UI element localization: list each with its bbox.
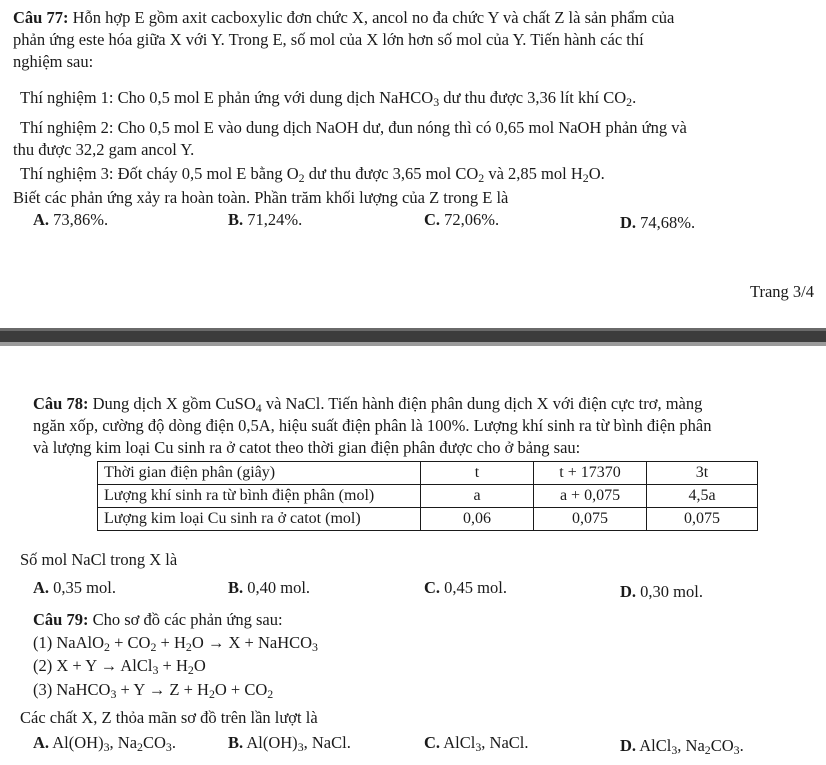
table-cell: a + 0,075 — [534, 485, 647, 508]
table-cell: a — [421, 485, 534, 508]
table-cell: 0,075 — [647, 508, 758, 531]
table-cell: Thời gian điện phân (giây) — [98, 462, 421, 485]
q79-option-b[interactable]: B. $Al(OH)_3$, NaCl. — [228, 733, 351, 754]
page-separator-shadow — [0, 342, 826, 346]
q79-number: Câu 79: — [33, 610, 89, 629]
q77-line-1: Câu 77: Hỗn hợp E gồm axit cacboxylic đơn chức X, ancol no đa chức Y và chất Z là sản phẩm của — [13, 8, 675, 27]
table-cell: 0,075 — [534, 508, 647, 531]
q77-option-a[interactable]: A. 73,86%. — [33, 210, 109, 229]
q78-line-2: ngăn xốp, cường độ dòng điện 0,5A, hiệu suất điện phân là 100%. Lượng khí sinh ra từ bình điện phân — [33, 416, 712, 435]
table-cell: Lượng kim loại Cu sinh ra ở catot (mol) — [98, 508, 421, 531]
q79-option-a[interactable]: A. $Al(OH)_3$, $Na_2CO_3$. — [33, 733, 176, 754]
q77-experiment-2-cont: thu được 32,2 gam ancol Y. — [13, 140, 195, 159]
q78-line-1: Câu 78: Dung dịch X gồm CuSO$_4$ và NaCl. Tiến hành điện phân dung dịch X với điện cực trơ, màng — [33, 394, 703, 415]
q79-question: Các chất X, Z thỏa mãn sơ đồ trên lần lượt là — [20, 708, 318, 727]
page-number: Trang 3/4 — [749, 282, 814, 301]
table-row — [98, 462, 758, 485]
q77-experiment-1: Thí nghiệm 1: Cho 0,5 mol E phản ứng với dung dịch NaHCO$_3$ dư thu được 3,36 lít khí $CO_2$. — [20, 88, 637, 109]
q77-option-c[interactable]: C. 72,06%. — [424, 210, 500, 229]
page-separator — [0, 328, 826, 342]
q78-question: Số mol NaCl trong X là — [20, 550, 178, 569]
q77-experiment-3: Thí nghiệm 3: Đốt cháy 0,5 mol E bằng $O_2$ dư thu được 3,65 mol $CO_2$ và 2,85 mol $H_2O$. — [20, 164, 605, 185]
table-cell: 0,06 — [421, 508, 534, 531]
q77-option-b[interactable]: B. 71,24%. — [228, 210, 303, 229]
q77-line-3: nghiệm sau: — [13, 52, 94, 71]
table-cell: 4,5a — [647, 485, 758, 508]
q77-question: Biết các phản ứng xảy ra hoàn toàn. Phần trăm khối lượng của Z trong E là — [13, 188, 509, 207]
q79-reaction-3: (3) NaHCO$_3$ + $Y \to Z + H_2O + CO_2$ — [33, 680, 274, 701]
q79-line-1: Câu 79: Cho sơ đồ các phản ứng sau: — [33, 610, 283, 629]
q77-experiment-2: Thí nghiệm 2: Cho 0,5 mol E vào dung dịch NaOH dư, đun nóng thì có 0,65 mol NaOH phản ứng và — [20, 118, 687, 137]
q77-line-2: phản ứng este hóa giữa X với Y. Trong E, số mol của X lớn hơn số mol của Y. Tiến hành các thí — [13, 30, 644, 49]
table-row — [98, 485, 758, 508]
q79-reaction-1: (1) NaAlO$_2$ + $CO_2 + H_2O \to X$ + NaHCO$_3$ — [33, 633, 318, 654]
q78-option-c[interactable]: C. 0,45 mol. — [424, 578, 507, 597]
table-cell: t + 17370 — [534, 462, 647, 485]
q77-option-d[interactable]: D. 74,68%. — [620, 213, 696, 232]
q78-number: Câu 78: — [33, 394, 89, 413]
table-cell: 3t — [647, 462, 758, 485]
q79-option-d[interactable]: D. AlCl$_3$, $Na_2CO_3$. — [620, 736, 744, 757]
q79-option-c[interactable]: C. AlCl$_3$, NaCl. — [424, 733, 529, 754]
electrolysis-table — [97, 461, 758, 531]
table-cell: t — [421, 462, 534, 485]
q78-option-d[interactable]: D. 0,30 mol. — [620, 582, 703, 601]
q78-option-b[interactable]: B. 0,40 mol. — [228, 578, 311, 597]
table-cell: Lượng khí sinh ra từ bình điện phân (mol) — [98, 485, 421, 508]
q77-number: Câu 77: — [13, 8, 69, 27]
q78-line-3: và lượng kim loại Cu sinh ra ở catot theo thời gian điện phân được cho ở bảng sau: — [33, 438, 581, 457]
q78-option-a[interactable]: A. 0,35 mol. — [33, 578, 116, 597]
q79-reaction-2: (2) X + Y → AlCl$_3$ + $H_2O$ — [33, 656, 206, 677]
table-row — [98, 508, 758, 531]
